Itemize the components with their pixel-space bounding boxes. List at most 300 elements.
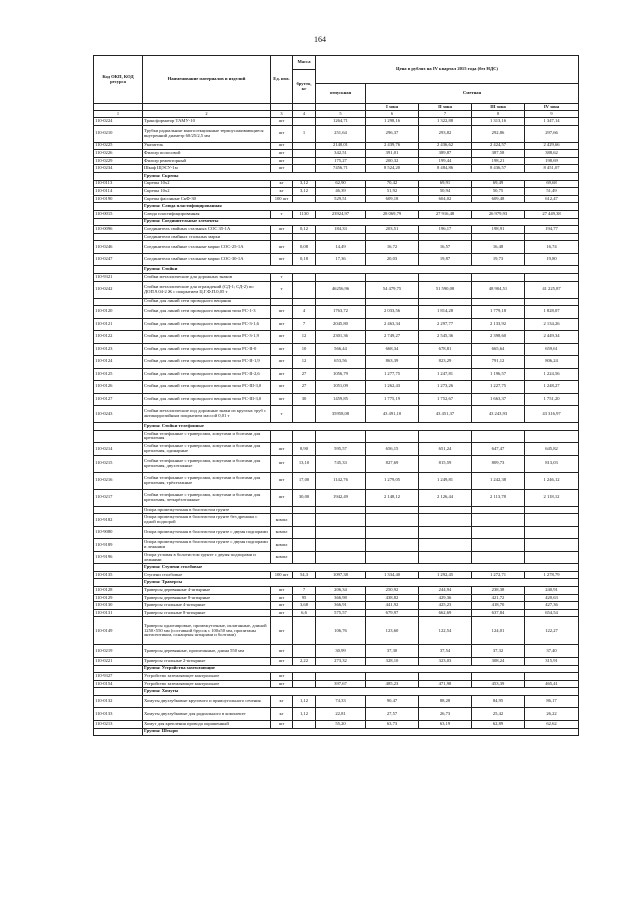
unit-cell: компл xyxy=(271,526,293,539)
mass-cell: 27 xyxy=(293,368,316,381)
name-cell: Хомуты двухзубковые кругового и прямоугольного сечения xyxy=(143,695,271,708)
name-cell: Хомут для крепления провода окрашенный xyxy=(143,720,271,728)
page-number: 164 xyxy=(314,35,326,44)
name-cell: Траверсы деревянные, пропитанные, длина 550 мм xyxy=(143,645,271,658)
name-cell: Фильтр режекторный xyxy=(143,157,271,165)
table-body xyxy=(94,118,579,736)
zone3-price-cell xyxy=(472,273,525,281)
zone4-price-cell: 465,41 xyxy=(525,680,579,688)
table-row xyxy=(94,695,579,708)
mass-cell xyxy=(293,673,316,681)
code-cell xyxy=(94,298,143,306)
name-cell: Опора промежуточная в болотистом грунте с двумя подпорами и лежнями xyxy=(143,539,271,552)
zone4-price-cell: 806,24 xyxy=(525,356,579,369)
zone1-price-cell: 1 279,05 xyxy=(366,472,419,489)
name-cell: Опора промежуточная в болотистом грунте без дренажа с одной подпорой xyxy=(143,514,271,527)
code-cell: 110-0096 xyxy=(94,226,143,234)
zone2-price-cell: 51 590,08 xyxy=(419,281,472,298)
zone4-price-cell xyxy=(525,514,579,527)
table-row xyxy=(94,125,579,142)
zone4-price-cell: 26,22 xyxy=(525,708,579,721)
code-cell: 110-0015 xyxy=(94,210,143,218)
code-cell: 110-0229 xyxy=(94,157,143,165)
zone4-price-cell: 2 134,26 xyxy=(525,318,579,331)
zone1-price-cell: 90,47 xyxy=(366,695,419,708)
code-cell: 110-9327 xyxy=(94,673,143,681)
zone3-price-cell: 1 779,18 xyxy=(472,306,525,319)
code-cell: 110-0221 xyxy=(94,657,143,665)
zone3-price-cell: 647,47 xyxy=(472,443,525,456)
mass-cell: 30,00 xyxy=(293,489,316,506)
table-row xyxy=(94,430,579,443)
group-title: Группа: Стойки телефонные xyxy=(143,423,579,431)
zone2-price-cell: 389,87 xyxy=(419,150,472,158)
zone1-price-cell xyxy=(366,514,419,527)
zone4-price-cell: 1 246,12 xyxy=(525,472,579,489)
code-cell: 110-0247 xyxy=(94,253,143,266)
zone4-price-cell xyxy=(525,233,579,241)
name-cell: Скрепы фасонные СкФ-30 xyxy=(143,195,271,203)
zone2-price-cell: 823,29 xyxy=(419,356,472,369)
zone2-price-cell: 815,59 xyxy=(419,455,472,472)
zone4-price-cell: 388,62 xyxy=(525,150,579,158)
zone3-price-cell: 198,91 xyxy=(472,226,525,234)
code-cell: 110-9189 xyxy=(94,539,143,552)
zone2-price-cell xyxy=(419,298,472,306)
code-cell: 110-0213 xyxy=(94,720,143,728)
price-release-cell: 342,51 xyxy=(316,150,366,158)
zone1-price-cell: 1 298,16 xyxy=(366,118,419,126)
price-release-cell: 575,57 xyxy=(316,609,366,617)
table-row xyxy=(94,273,579,281)
group-row xyxy=(94,728,579,736)
zone3-price-cell xyxy=(472,673,525,681)
zone4-price-cell xyxy=(525,298,579,306)
code-cell: 110-0210 xyxy=(94,125,143,142)
price-release-cell: 595,57 xyxy=(316,443,366,456)
code-cell: 110-0132 xyxy=(94,695,143,708)
mass-cell xyxy=(293,617,316,645)
zone3-price-cell: 791,12 xyxy=(472,356,525,369)
price-release-cell: 62,90 xyxy=(316,180,366,188)
mass-cell: 54,3 xyxy=(293,571,316,579)
table-row xyxy=(94,708,579,721)
price-release-cell xyxy=(316,506,366,514)
zone1-price-cell: 827,69 xyxy=(366,455,419,472)
code-cell: 110-0216 xyxy=(94,472,143,489)
zone4-price-cell: 659,61 xyxy=(525,343,579,356)
mass-cell: 1130 xyxy=(293,210,316,218)
price-table xyxy=(93,55,579,736)
zone1-price-cell: 16,72 xyxy=(366,241,419,254)
table-row xyxy=(94,233,579,241)
zone3-price-cell xyxy=(472,298,525,306)
name-cell: Стойки для линий сети проводного вещания типа РС-II-2,6 xyxy=(143,368,271,381)
unit-cell: кг xyxy=(271,188,293,196)
mass-cell: 13,10 xyxy=(293,455,316,472)
header-composition xyxy=(366,84,579,104)
zone1-price-cell: 656,15 xyxy=(366,443,419,456)
name-cell: Траверсы стальные 8-штырные xyxy=(143,609,271,617)
price-release-cell: 1142,76 xyxy=(316,472,366,489)
zone3-price-cell xyxy=(472,526,525,539)
table-row xyxy=(94,489,579,506)
table-row xyxy=(94,306,579,319)
table-row xyxy=(94,253,579,266)
table-row xyxy=(94,645,579,658)
col-number: 8 xyxy=(472,111,525,118)
mass-cell: 0,12 xyxy=(293,226,316,234)
code-cell: 110-0214 xyxy=(94,443,143,456)
zone1-price-cell: 668,34 xyxy=(366,343,419,356)
zone4-price-cell xyxy=(525,526,579,539)
group-code-cell xyxy=(94,728,143,736)
zone2-price-cell: 293,82 xyxy=(419,125,472,142)
zone3-price-cell: 609,48 xyxy=(472,195,525,203)
table-row xyxy=(94,657,579,665)
name-cell: Скрепы 10х2 xyxy=(143,180,271,188)
zone4-price-cell: 1 248,27 xyxy=(525,381,579,394)
name-cell: Траверсы деревянные 4-штырные xyxy=(143,587,271,595)
unit-cell: шт xyxy=(271,393,293,406)
zone2-price-cell xyxy=(419,514,472,527)
zone4-price-cell: 1 751,20 xyxy=(525,393,579,406)
name-cell: Стойки металлические для ограждений (СД-1; СД-2) по ДОП.9.04-2 Ж с покрытием Ц.Г.Ф.П.0,05 т xyxy=(143,281,271,298)
header-zone: III зона xyxy=(472,104,525,111)
unit-cell: т xyxy=(271,210,293,218)
mass-cell: 7 xyxy=(293,587,316,595)
code-cell: 110-0131 xyxy=(94,609,143,617)
mass-cell xyxy=(293,118,316,126)
zone2-price-cell: 2 436,62 xyxy=(419,142,472,150)
table-row xyxy=(94,281,579,298)
code-cell xyxy=(94,506,143,514)
zone2-price-cell: 244,94 xyxy=(419,587,472,595)
zone1-price-cell: 2 463,34 xyxy=(366,318,419,331)
col-number: 1 xyxy=(94,111,143,118)
zone3-price-cell: 26 979,93 xyxy=(472,210,525,218)
unit-cell: шт xyxy=(271,125,293,142)
mass-cell: 0,18 xyxy=(293,253,316,266)
zone2-price-cell: 1 322,88 xyxy=(419,118,472,126)
group-code-cell xyxy=(94,203,143,211)
zone3-price-cell xyxy=(472,514,525,527)
zone2-price-cell xyxy=(419,673,472,681)
zone4-price-cell: 198,69 xyxy=(525,157,579,165)
zone2-price-cell xyxy=(419,273,472,281)
zone1-price-cell: 441,92 xyxy=(366,602,419,610)
group-code-cell xyxy=(94,688,143,696)
zone4-price-cell: 37,40 xyxy=(525,645,579,658)
zone2-price-cell xyxy=(419,539,472,552)
zone3-price-cell: 1 196,57 xyxy=(472,368,525,381)
unit-cell xyxy=(271,298,293,306)
mass-cell: 10 xyxy=(293,343,316,356)
zone1-price-cell: 123,60 xyxy=(366,617,419,645)
zone2-price-cell: 88,28 xyxy=(419,695,472,708)
price-release-cell: 566,44 xyxy=(316,343,366,356)
code-cell: 110-0127 xyxy=(94,393,143,406)
group-title: Группа: Хомуты xyxy=(143,688,579,696)
table-row xyxy=(94,188,579,196)
group-code-cell xyxy=(94,172,143,180)
mass-cell xyxy=(293,157,316,165)
mass-cell: 0,08 xyxy=(293,241,316,254)
unit-cell: шт xyxy=(271,165,293,173)
zone1-price-cell: 863,39 xyxy=(366,356,419,369)
unit-cell xyxy=(271,430,293,443)
mass-cell xyxy=(293,720,316,728)
mass-cell: 8,90 xyxy=(293,443,316,456)
zone1-price-cell: 1 334,40 xyxy=(366,571,419,579)
price-release-cell xyxy=(316,526,366,539)
zone1-price-cell xyxy=(366,551,419,564)
zone1-price-cell: 2 749,27 xyxy=(366,331,419,344)
zone1-price-cell xyxy=(366,430,419,443)
name-cell: Ступени столбовые xyxy=(143,571,271,579)
name-cell: Стойки для линий сети проводного вещания типа РС-3-1,6 xyxy=(143,318,271,331)
name-cell: Стойки металлические под дорожные знаки из круглых труб с антикоррозийным покрытием массой 0,01 т xyxy=(143,406,271,423)
mass-cell: 17,00 xyxy=(293,472,316,489)
zone4-price-cell: 2 429,66 xyxy=(525,142,579,150)
price-release-cell: 46,39 xyxy=(316,188,366,196)
zone2-price-cell: 429,36 xyxy=(419,594,472,602)
zone3-price-cell xyxy=(472,539,525,552)
zone3-price-cell: 1 663,37 xyxy=(472,393,525,406)
zone1-price-cell: 70,42 xyxy=(366,180,419,188)
group-title: Группа: Стойки xyxy=(143,266,579,274)
code-cell: 110-0133 xyxy=(94,708,143,721)
name-cell: Указатель xyxy=(143,142,271,150)
mass-cell: 6,6 xyxy=(293,609,316,617)
mass-cell xyxy=(293,506,316,514)
zone3-price-cell: 43 243,93 xyxy=(472,406,525,423)
code-cell: 110-0135 xyxy=(94,571,143,579)
zone1-price-cell: 63,73 xyxy=(366,720,419,728)
name-cell: Фильтр полосовой xyxy=(143,150,271,158)
name-cell: Стойки для линий сети проводного вещания типа РС-II-1,9 xyxy=(143,356,271,369)
group-row xyxy=(94,564,579,572)
zone4-price-cell: 27 449,38 xyxy=(525,210,579,218)
code-cell: 110-9182 xyxy=(94,514,143,527)
code-cell: 110-9080 xyxy=(94,526,143,539)
table-row xyxy=(94,455,579,472)
zone3-price-cell: 809,73 xyxy=(472,455,525,472)
header-zone: IV зона xyxy=(525,104,579,111)
zone1-price-cell: 328,10 xyxy=(366,657,419,665)
mass-cell xyxy=(293,195,316,203)
code-cell: 110-0225 xyxy=(94,142,143,150)
zone2-price-cell xyxy=(419,430,472,443)
name-cell: Стойки телефонные с траверсами, хомутами и болтами для крепления, трёхэтажные xyxy=(143,472,271,489)
name-cell: Хомуты двухзубковые для радиального в комплекте xyxy=(143,708,271,721)
zone3-price-cell xyxy=(472,430,525,443)
price-release-cell: 2301,36 xyxy=(316,331,366,344)
zone4-price-cell: 19,80 xyxy=(525,253,579,266)
table-row xyxy=(94,594,579,602)
price-release-cell: 1264,71 xyxy=(316,118,366,126)
mass-cell: 4 xyxy=(293,306,316,319)
mass-cell xyxy=(293,150,316,158)
code-cell xyxy=(94,430,143,443)
group-title: Группа: Слюда пластифицированная xyxy=(143,203,579,211)
group-title: Группа: Устройства заземляющие xyxy=(143,665,579,673)
unit-cell: шт xyxy=(271,472,293,489)
mass-cell: 95 xyxy=(293,594,316,602)
zone4-price-cell: 86,17 xyxy=(525,695,579,708)
zone4-price-cell xyxy=(525,551,579,564)
code-cell: 110-0121 xyxy=(94,318,143,331)
mass-cell xyxy=(293,273,316,281)
zone2-price-cell: 63,19 xyxy=(419,720,472,728)
name-cell: Опора промежуточная в болотистом грунте xyxy=(143,506,271,514)
zone2-price-cell xyxy=(419,506,472,514)
name-cell: Устройство заземляющее контрольное xyxy=(143,680,271,688)
zone1-price-cell: 609,18 xyxy=(366,195,419,203)
zone2-price-cell xyxy=(419,551,472,564)
price-release-cell: 206,34 xyxy=(316,587,366,595)
group-title: Группа: Скрепы xyxy=(143,172,579,180)
table-row xyxy=(94,472,579,489)
zone3-price-cell: 1 272,71 xyxy=(472,571,525,579)
zone1-price-cell: 1 775,19 xyxy=(366,393,419,406)
price-release-cell xyxy=(316,551,366,564)
zone4-price-cell: 69,68 xyxy=(525,180,579,188)
zone1-price-cell: 27,57 xyxy=(366,708,419,721)
unit-cell: кг xyxy=(271,708,293,721)
zone2-price-cell: 43 451,37 xyxy=(419,406,472,423)
zone3-price-cell: 84,95 xyxy=(472,695,525,708)
name-cell: Стойки для линий сети проводного вещания типа РС-3-1,9 xyxy=(143,331,271,344)
unit-cell: шт xyxy=(271,118,293,126)
price-release-cell: 653,56 xyxy=(316,356,366,369)
code-cell: 110-0243 xyxy=(94,406,143,423)
zone1-price-cell: 250,92 xyxy=(366,587,419,595)
group-row xyxy=(94,266,579,274)
price-release-cell: 23924,97 xyxy=(316,210,366,218)
zone1-price-cell: 1 277,75 xyxy=(366,368,419,381)
table-row xyxy=(94,551,579,564)
unit-cell: т xyxy=(271,281,293,298)
zone1-price-cell xyxy=(366,539,419,552)
price-release-cell: 17,36 xyxy=(316,253,366,266)
zone4-price-cell xyxy=(525,673,579,681)
table-row xyxy=(94,368,579,381)
price-release-cell: 1097,38 xyxy=(316,571,366,579)
zone4-price-cell: 2 118,12 xyxy=(525,489,579,506)
zone3-price-cell: 418,70 xyxy=(472,602,525,610)
group-code-cell xyxy=(94,218,143,226)
group-row xyxy=(94,203,579,211)
price-release-cell: 273,32 xyxy=(316,657,366,665)
unit-cell: шт xyxy=(271,226,293,234)
group-row xyxy=(94,172,579,180)
zone3-price-cell: 198,21 xyxy=(472,157,525,165)
zone2-price-cell: 1 814,28 xyxy=(419,306,472,319)
zone4-price-cell: 427,36 xyxy=(525,602,579,610)
zone3-price-cell: 238,38 xyxy=(472,587,525,595)
name-cell: Стойки телефонные с траверсами, хомутами и болтами для крепления, четырёхэтажные xyxy=(143,489,271,506)
mass-cell xyxy=(293,539,316,552)
table-row xyxy=(94,343,579,356)
col-number: 9 xyxy=(525,111,579,118)
zone3-price-cell: 2 113,78 xyxy=(472,489,525,506)
code-cell: 110-0128 xyxy=(94,587,143,595)
name-cell: Трубки радиальные многосекционные термоусаживающиеся внутренний диаметр 60/25/2,5 мм xyxy=(143,125,271,142)
mass-cell xyxy=(293,680,316,688)
zone4-price-cell: 297,66 xyxy=(525,125,579,142)
zone4-price-cell: 1 278,79 xyxy=(525,571,579,579)
zone4-price-cell: 1 224,56 xyxy=(525,368,579,381)
header-mass: Масса xyxy=(293,56,316,70)
group-title: Группа: Штыри xyxy=(143,728,579,736)
header-zone: II зона xyxy=(419,104,472,111)
zone2-price-cell: 37,54 xyxy=(419,645,472,658)
price-release-cell xyxy=(316,233,366,241)
unit-cell: шт xyxy=(271,241,293,254)
unit-cell: шт xyxy=(271,343,293,356)
unit-cell: шт xyxy=(271,657,293,665)
table-row xyxy=(94,118,579,126)
name-cell: Шкаф ЩЭСУ-1м xyxy=(143,165,271,173)
col-number: 3 xyxy=(271,111,293,118)
table-row xyxy=(94,720,579,728)
table-row xyxy=(94,226,579,234)
zone1-price-cell: 8 524,20 xyxy=(366,165,419,173)
zone1-price-cell: 20,03 xyxy=(366,253,419,266)
zone1-price-cell: 200,32 xyxy=(366,157,419,165)
mass-cell xyxy=(293,526,316,539)
mass-cell: 1 xyxy=(293,125,316,142)
zone2-price-cell: 2 545,36 xyxy=(419,331,472,344)
price-release-cell: 366,98 xyxy=(316,594,366,602)
code-cell: 110-0120 xyxy=(94,306,143,319)
header-mass-unit: брутто, кг xyxy=(293,70,316,104)
table-row xyxy=(94,609,579,617)
price-release-cell: 2140,01 xyxy=(316,142,366,150)
code-cell: 110-0154 xyxy=(94,680,143,688)
zone2-price-cell xyxy=(419,233,472,241)
table-row xyxy=(94,195,579,203)
zone1-price-cell xyxy=(366,673,419,681)
table-row xyxy=(94,318,579,331)
name-cell: Стойки для линий сети проводного вещания типа РС-III-3,0 xyxy=(143,381,271,394)
zone2-price-cell: 678,81 xyxy=(419,343,472,356)
code-cell: 110-0224 xyxy=(94,118,143,126)
zone4-price-cell: 1 347,14 xyxy=(525,118,579,126)
mass-cell: 2,22 xyxy=(293,657,316,665)
table-row xyxy=(94,571,579,579)
code-cell: 110-0124 xyxy=(94,356,143,369)
table-row xyxy=(94,165,579,173)
col-number: 2 xyxy=(143,111,271,118)
unit-cell: 100 шт xyxy=(271,195,293,203)
mass-cell xyxy=(293,551,316,564)
group-row xyxy=(94,218,579,226)
price-release-cell: 184,33 xyxy=(316,226,366,234)
zone3-price-cell: 2 398,60 xyxy=(472,331,525,344)
table-row xyxy=(94,393,579,406)
zone2-price-cell: 27 916,48 xyxy=(419,210,472,218)
mass-cell: 3,68 xyxy=(293,602,316,610)
unit-cell: кг xyxy=(271,695,293,708)
code-cell: 110-0126 xyxy=(94,381,143,394)
table-row xyxy=(94,142,579,150)
unit-cell: шт xyxy=(271,318,293,331)
table-row xyxy=(94,157,579,165)
zone4-price-cell xyxy=(525,430,579,443)
unit-cell: шт xyxy=(271,150,293,158)
